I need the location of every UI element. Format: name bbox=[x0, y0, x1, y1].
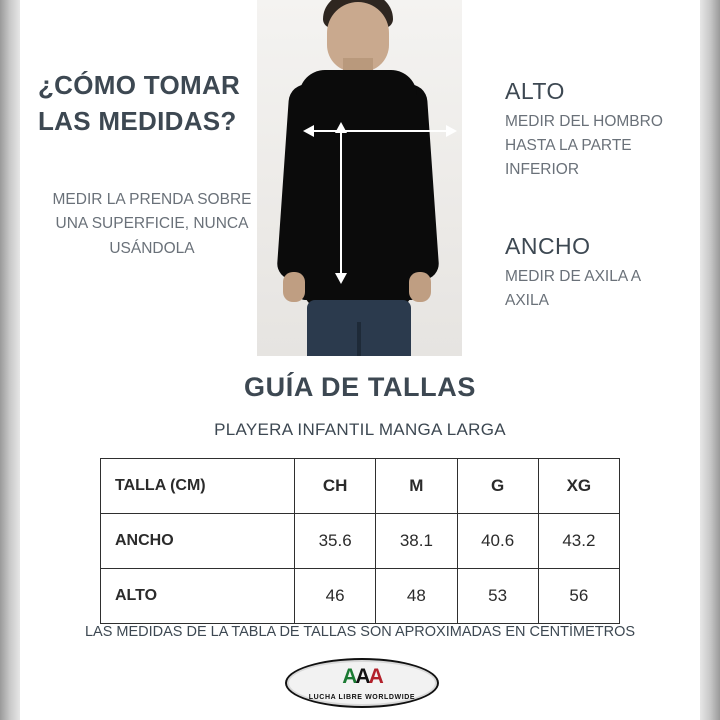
table-cell: 35.6 bbox=[295, 514, 376, 569]
model-photo bbox=[257, 0, 462, 356]
table-header-cell: XG bbox=[538, 459, 619, 514]
width-arrow-icon bbox=[313, 130, 447, 132]
table-cell: 40.6 bbox=[457, 514, 538, 569]
alto-title: ALTO bbox=[505, 78, 565, 104]
logo-oval bbox=[285, 658, 439, 708]
shirt-body bbox=[299, 70, 417, 300]
brand-logo bbox=[285, 658, 435, 714]
logo-letters bbox=[287, 665, 437, 689]
logo-letter-2: A bbox=[355, 665, 369, 688]
table-cell: 53 bbox=[457, 569, 538, 624]
table-header-cell: TALLA (CM) bbox=[101, 459, 295, 514]
table-cell: 46 bbox=[295, 569, 376, 624]
table-cell: 43.2 bbox=[538, 514, 619, 569]
ancho-description: MEDIR DE AXILA A AXILA bbox=[505, 268, 641, 310]
logo-letter-3: A bbox=[368, 665, 382, 688]
table-header-cell: M bbox=[376, 459, 457, 514]
row-label: ANCHO bbox=[101, 514, 295, 569]
model-left-hand bbox=[283, 272, 305, 302]
table-cell: 48 bbox=[376, 569, 457, 624]
guide-subtitle: PLAYERA INFANTIL MANGA LARGA bbox=[214, 420, 506, 439]
logo-caption: LUCHA LIBRE WORLDWIDE bbox=[308, 694, 416, 701]
measuring-note: MEDIR LA PRENDA SOBRE UNA SUPERFICIE, NUNCA USÁNDOLA bbox=[52, 191, 252, 257]
table-header-row bbox=[101, 459, 620, 514]
model-right-hand bbox=[409, 272, 431, 302]
content-area bbox=[20, 0, 700, 720]
size-table bbox=[100, 458, 620, 624]
table-footnote: LAS MEDIDAS DE LA TABLA DE TALLAS SON APROXIMADAS EN CENTÍMETROS bbox=[84, 624, 636, 640]
how-to-measure-section bbox=[20, 0, 700, 356]
height-arrow-icon bbox=[340, 132, 342, 274]
model-jeans-seam bbox=[357, 322, 361, 356]
guide-title: GUÍA DE TALLAS bbox=[244, 372, 476, 402]
logo-letter-1: A bbox=[342, 665, 356, 688]
table-header-cell: CH bbox=[295, 459, 376, 514]
page-title: ¿CÓMO TOMAR LAS MEDIDAS? bbox=[38, 70, 241, 136]
table-row bbox=[101, 569, 620, 624]
alto-description: MEDIR DEL HOMBRO HASTA LA PARTE INFERIOR bbox=[505, 113, 663, 179]
table-header-cell: G bbox=[457, 459, 538, 514]
table-cell: 56 bbox=[538, 569, 619, 624]
row-label: ALTO bbox=[101, 569, 295, 624]
ancho-title: ANCHO bbox=[505, 233, 591, 259]
table-cell: 38.1 bbox=[376, 514, 457, 569]
table-row bbox=[101, 514, 620, 569]
